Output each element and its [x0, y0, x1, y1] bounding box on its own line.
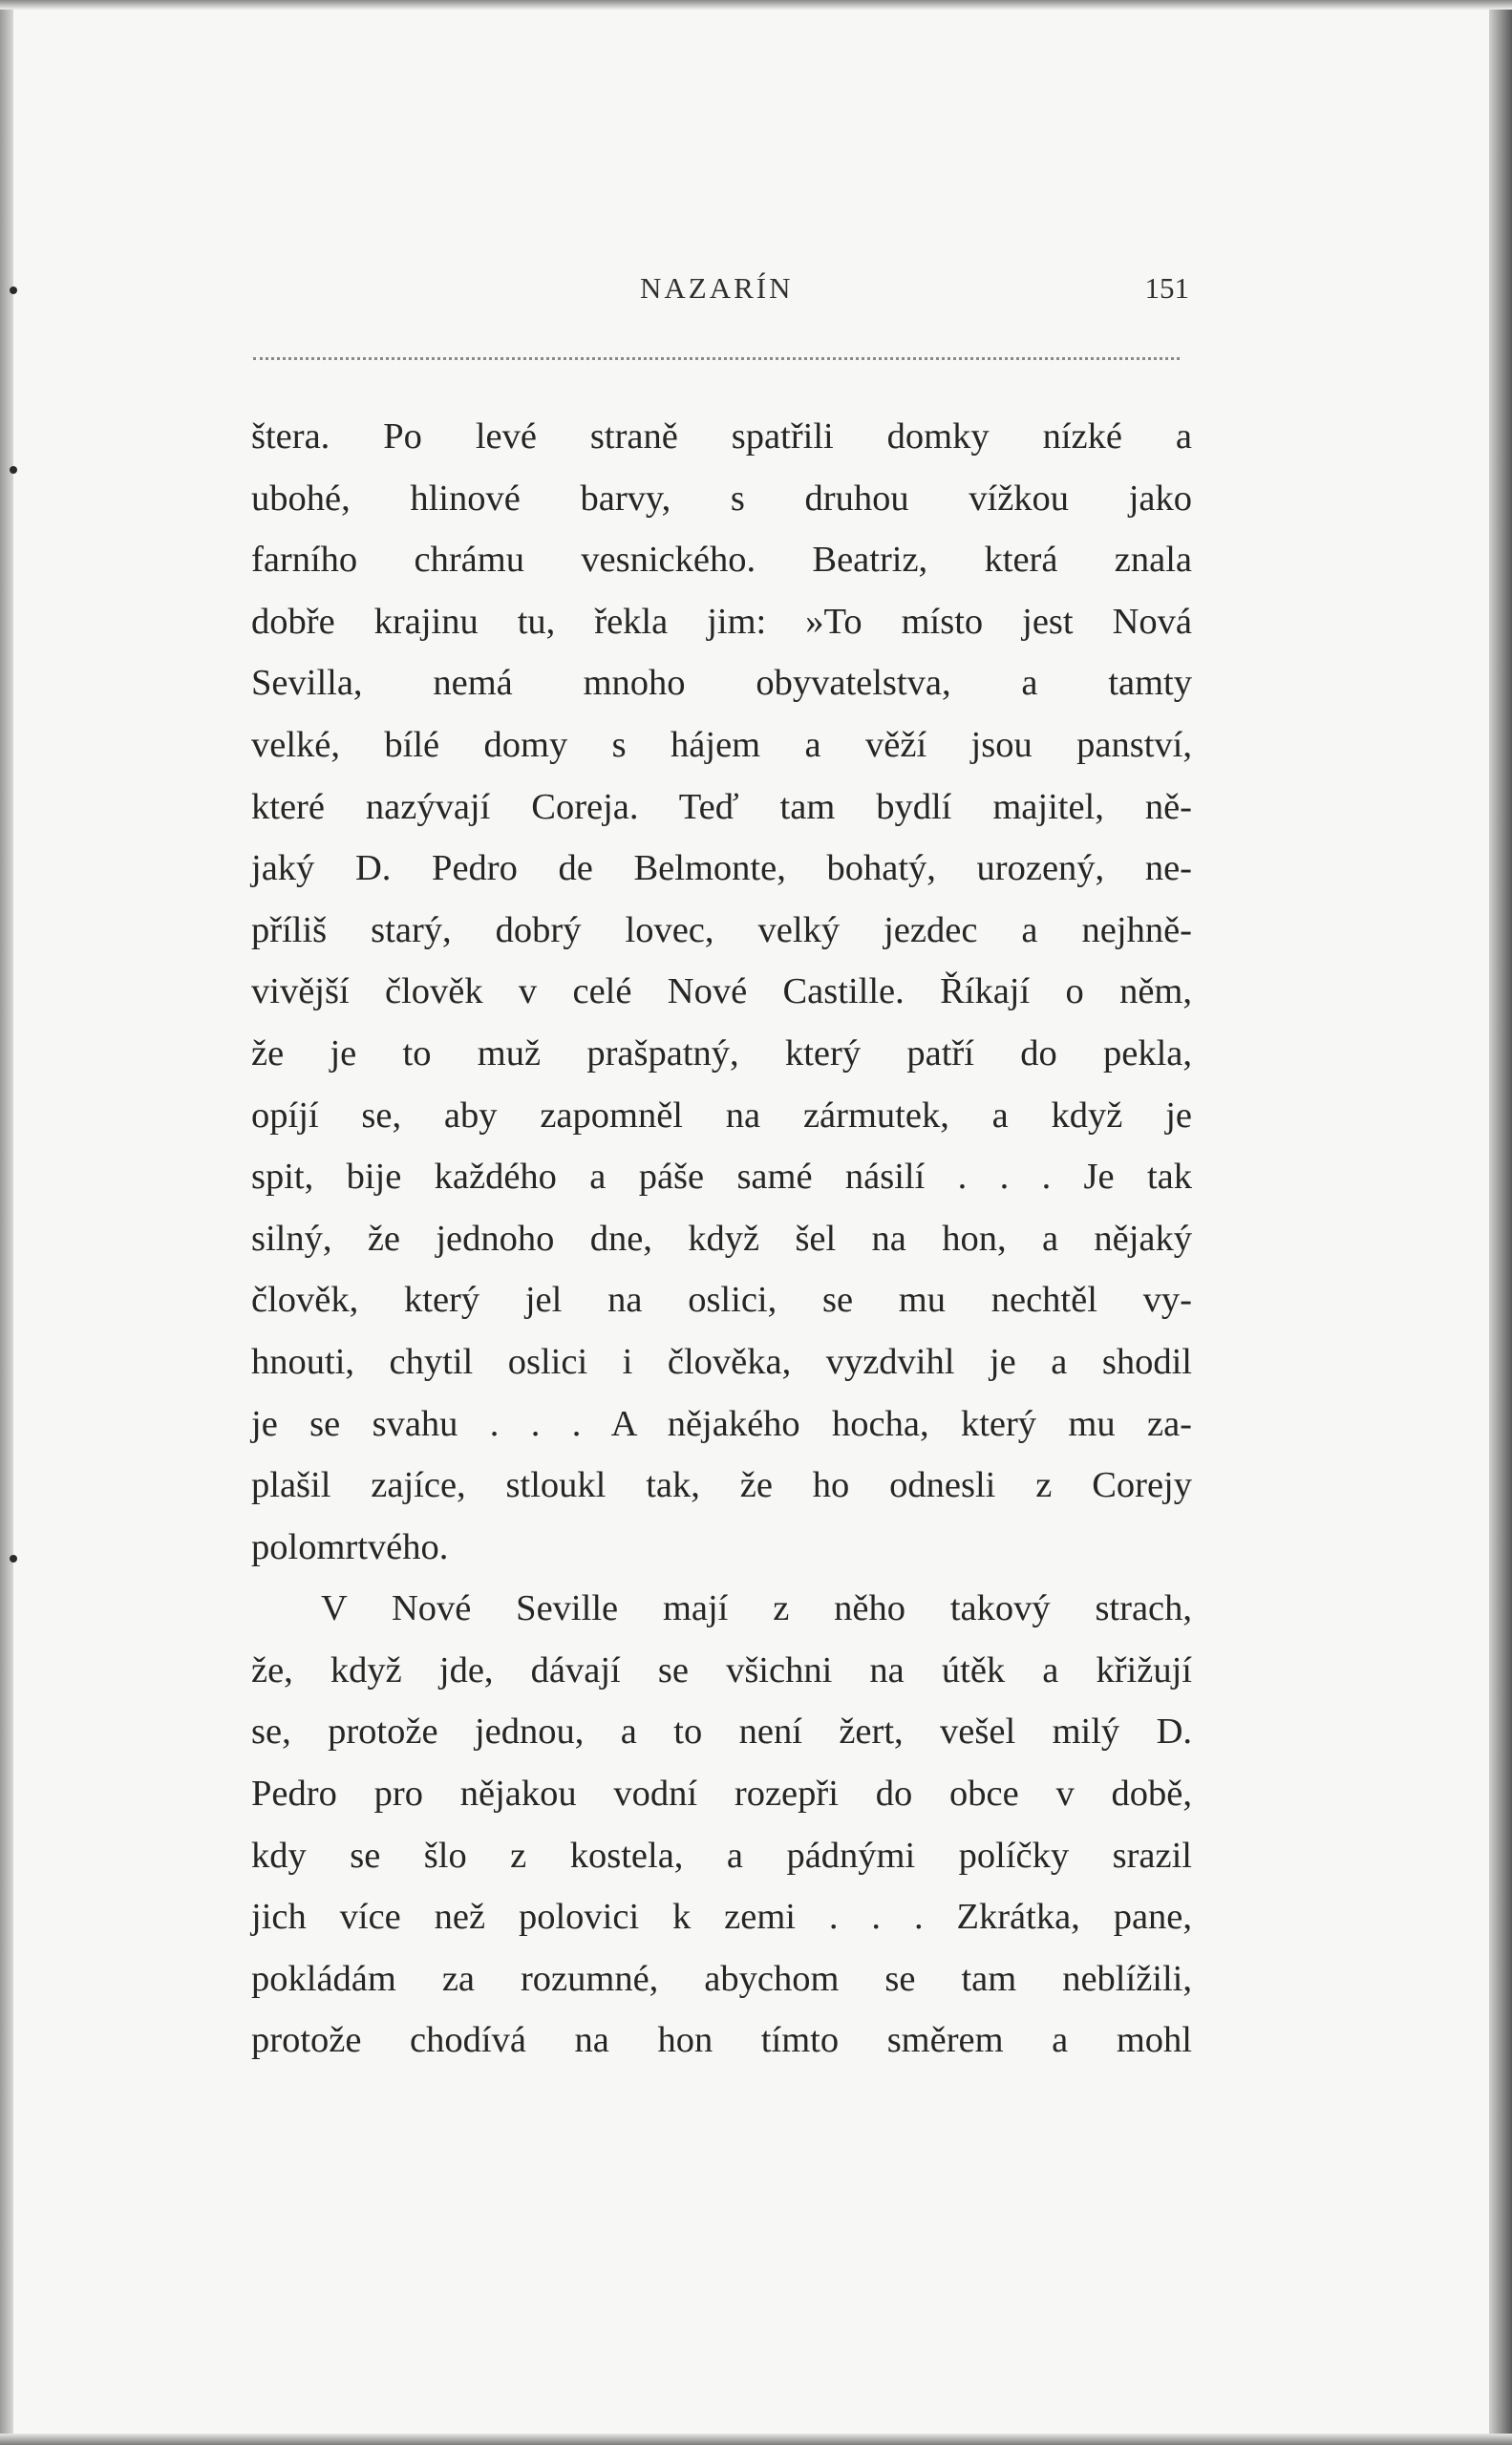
- paragraph-end-line: polomrtvého.: [251, 1526, 449, 1567]
- text-line: je se svahu . . . A nějakého hocha, který mu za-: [251, 1403, 1192, 1444]
- text-line: Sevilla, nemá mnoho obyvatelstva, a tamty: [251, 663, 1192, 704]
- paragraph-start-line: V Nové Seville mají z něho takový strach,: [321, 1588, 1192, 1629]
- text-line: pokládám za rozumné, abychom se tam neblížili,: [251, 1958, 1192, 1999]
- text-line: dobře krajinu tu, řekla jim: »To místo jest Nová: [251, 601, 1192, 642]
- binding-hole-3: [10, 1555, 17, 1563]
- scan-edge-right: [1489, 0, 1512, 2445]
- text-line: Pedro pro nějakou vodní rozepři do obce v době,: [251, 1774, 1192, 1815]
- text-line: farního chrámu vesnického. Beatriz, která znala: [251, 540, 1192, 581]
- text-line: že je to muž prašpatný, který patří do pekla,: [251, 1032, 1192, 1074]
- text-line: protože chodívá na hon tímto směrem a mohl: [251, 2020, 1192, 2061]
- page-number: 151: [1144, 271, 1189, 305]
- text-line: že, když jde, dávají se všichni na útěk a křižují: [251, 1649, 1192, 1690]
- text-line: hnouti, chytil oslici i člověka, vyzdvihl je a shodil: [251, 1341, 1192, 1382]
- text-line: spit, bije každého a páše samé násilí . . . Je tak: [251, 1157, 1192, 1198]
- text-line: které nazývají Coreja. Teď tam bydlí majitel, ně-: [251, 786, 1192, 827]
- text-line: jaký D. Pedro de Belmonte, bohatý, urozený, ne-: [251, 848, 1192, 889]
- text-line: plašil zajíce, stloukl tak, že ho odnesli z Corejy: [251, 1465, 1192, 1506]
- body-text: [251, 406, 1192, 2072]
- scan-edge-top: [0, 0, 1512, 10]
- running-head: [253, 271, 1189, 319]
- scan-edge-left: [0, 0, 13, 2445]
- text-line: vivější člověk v celé Nové Castille. Říkají o něm,: [251, 971, 1192, 1012]
- binding-hole-2: [10, 466, 17, 474]
- binding-hole-1: [10, 287, 17, 294]
- text-line: příliš starý, dobrý lovec, velký jezdec a nejhně-: [251, 909, 1192, 950]
- running-title: NAZARÍN: [640, 271, 794, 305]
- text-line: štera. Po levé straně spatřili domky nízké a: [251, 416, 1192, 457]
- text-line: se, protože jednou, a to není žert, vešel milý D.: [251, 1712, 1192, 1753]
- text-line: kdy se šlo z kostela, a pádnými políčky srazil: [251, 1835, 1192, 1876]
- text-line: ubohé, hlinové barvy, s druhou vížkou jako: [251, 478, 1192, 519]
- text-line: velké, bílé domy s hájem a věží jsou panství,: [251, 724, 1192, 765]
- text-line: jich více než polovici k zemi . . . Zkrátka, pane,: [251, 1897, 1192, 1938]
- text-line: silný, že jednoho dne, když šel na hon, a nějaký: [251, 1218, 1192, 1259]
- text-line: člověk, který jel na oslici, se mu nechtěl vy-: [251, 1280, 1192, 1321]
- text-line: opíjí se, aby zapomněl na zármutek, a když je: [251, 1095, 1192, 1136]
- header-rule: [253, 357, 1180, 360]
- scan-edge-bottom: [0, 2434, 1512, 2445]
